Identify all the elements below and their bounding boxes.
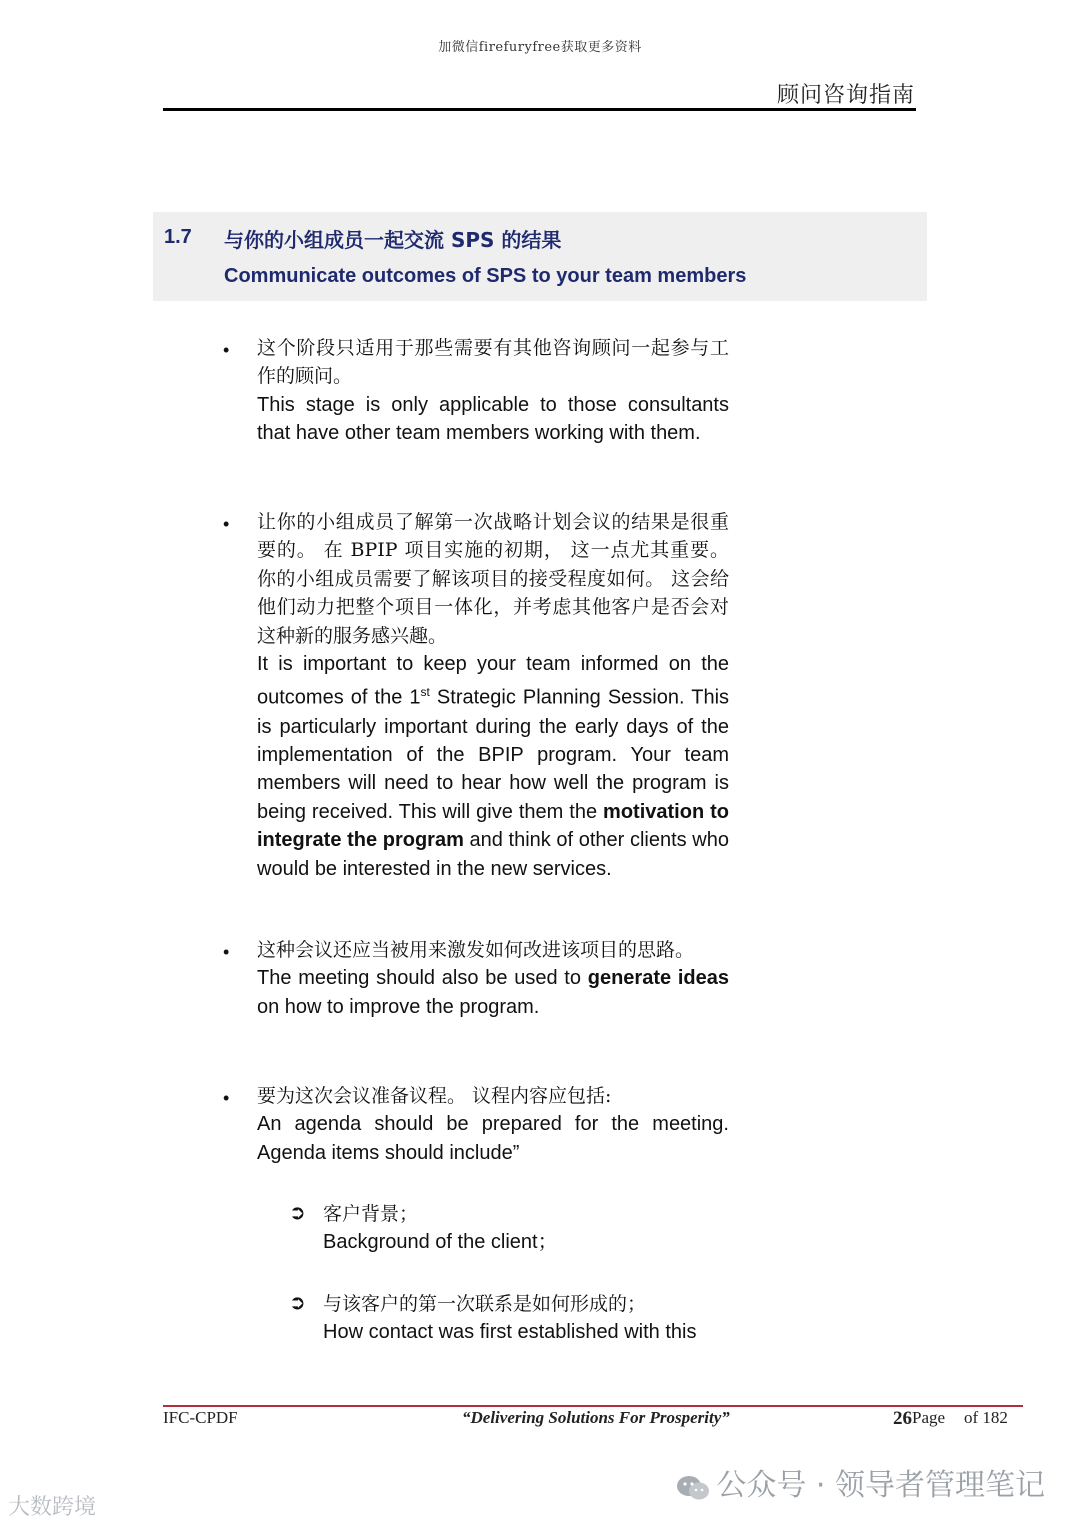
bullet-3-en-part1: The meeting should also be used to	[257, 967, 588, 990]
agenda-item-2	[323, 1290, 743, 1347]
section-number: 1.7	[164, 226, 192, 248]
wechat-watermark	[676, 1460, 1045, 1504]
bullet-4-zh: 要为这次会议准备议程。 议程内容应包括:	[257, 1085, 612, 1107]
bullet-2-en-part1: It is important to keep your team informed on the outcomes of the 1	[257, 653, 729, 710]
footer-slogan: “Delivering Solutions For Prosperity”	[462, 1408, 730, 1427]
agenda-item-1-en: Background of the client；	[323, 1231, 558, 1254]
arrow-bullet-icon: ➲	[289, 1202, 306, 1224]
bullet-3-en-part2: on how to improve the program.	[257, 995, 540, 1018]
bullet-4-en: An agenda should be prepared for the meeting. Agenda items should include”	[257, 1113, 729, 1164]
top-note: 加微信firefuryfree获取更多资料	[438, 40, 642, 55]
bullet-icon: •	[223, 1088, 230, 1108]
bullet-item-1	[257, 334, 729, 448]
bullet-2-zh: 让你的小组成员了解第一次战略计划会议的结果是很重要的。 在 BPIP 项目实施的初期， 这一点尤其重要。 你的小组成员需要了解该项目的接受程度如何。 这会给他们动力把整个项目一体化，并考虑其他客户是否会对这种新的服务感兴趣。	[257, 511, 729, 647]
bullet-3-en	[257, 964, 729, 1021]
bullet-2-en	[257, 650, 729, 883]
agenda-item-1-zh: 客户背景；	[323, 1203, 419, 1225]
corner-watermark: 大数跨境	[8, 1495, 97, 1520]
wechat-watermark-text: 公众号 · 领导者管理笔记	[716, 1468, 1045, 1503]
footer-page-number: 26	[893, 1408, 912, 1429]
bullet-2-en-bold: motivation to integrate the program	[257, 800, 730, 852]
bullet-3-zh: 这种会议还应当被用来激发如何改进该项目的思路。	[257, 939, 695, 961]
bullet-1-en: This stage is only applicable to those consultants that have other team members working with them.	[257, 393, 729, 445]
agenda-item-2-en: How contact was first established with this	[323, 1321, 697, 1344]
bullet-icon: •	[223, 942, 230, 962]
bullet-icon: •	[223, 514, 230, 534]
bullet-icon: •	[223, 340, 230, 360]
section-title-en: Communicate outcomes of SPS to your team members	[224, 265, 747, 287]
bullet-2-en-part2: Strategic Planning Session. This is particularly important during the early days of the implementation of the BPIP program. Your team members will need to hear how well the program is being received. This will give them the	[257, 687, 730, 823]
footer-org: IFC-CPDF	[163, 1408, 238, 1427]
bullet-2-en-part3: and think of other clients who would be interested in the new services.	[257, 829, 729, 880]
bullet-item-4	[257, 1082, 729, 1167]
bullet-3-en-bold: generate ideas	[587, 967, 729, 990]
footer-page-label: Page	[912, 1408, 946, 1427]
header-rule	[163, 108, 916, 111]
agenda-item-1	[323, 1200, 743, 1257]
wechat-icon	[676, 1474, 710, 1500]
bullet-item-3	[257, 936, 729, 1021]
bullet-item-2	[257, 508, 729, 883]
footer-rule	[163, 1405, 1023, 1407]
arrow-bullet-icon: ➲	[289, 1292, 306, 1314]
document-title: 顾问咨询指南	[776, 83, 915, 108]
footer-page-total: of 182	[964, 1408, 1008, 1427]
agenda-item-2-zh: 与该客户的第一次联系是如何形成的；	[323, 1293, 647, 1315]
section-title-zh: 与你的小组成员一起交流 SPS 的结果	[224, 228, 562, 252]
bullet-1-zh: 这个阶段只适用于那些需要有其他咨询顾问一起参与工作的顾问。	[257, 337, 729, 388]
bullet-2-en-sup: st	[420, 685, 430, 700]
